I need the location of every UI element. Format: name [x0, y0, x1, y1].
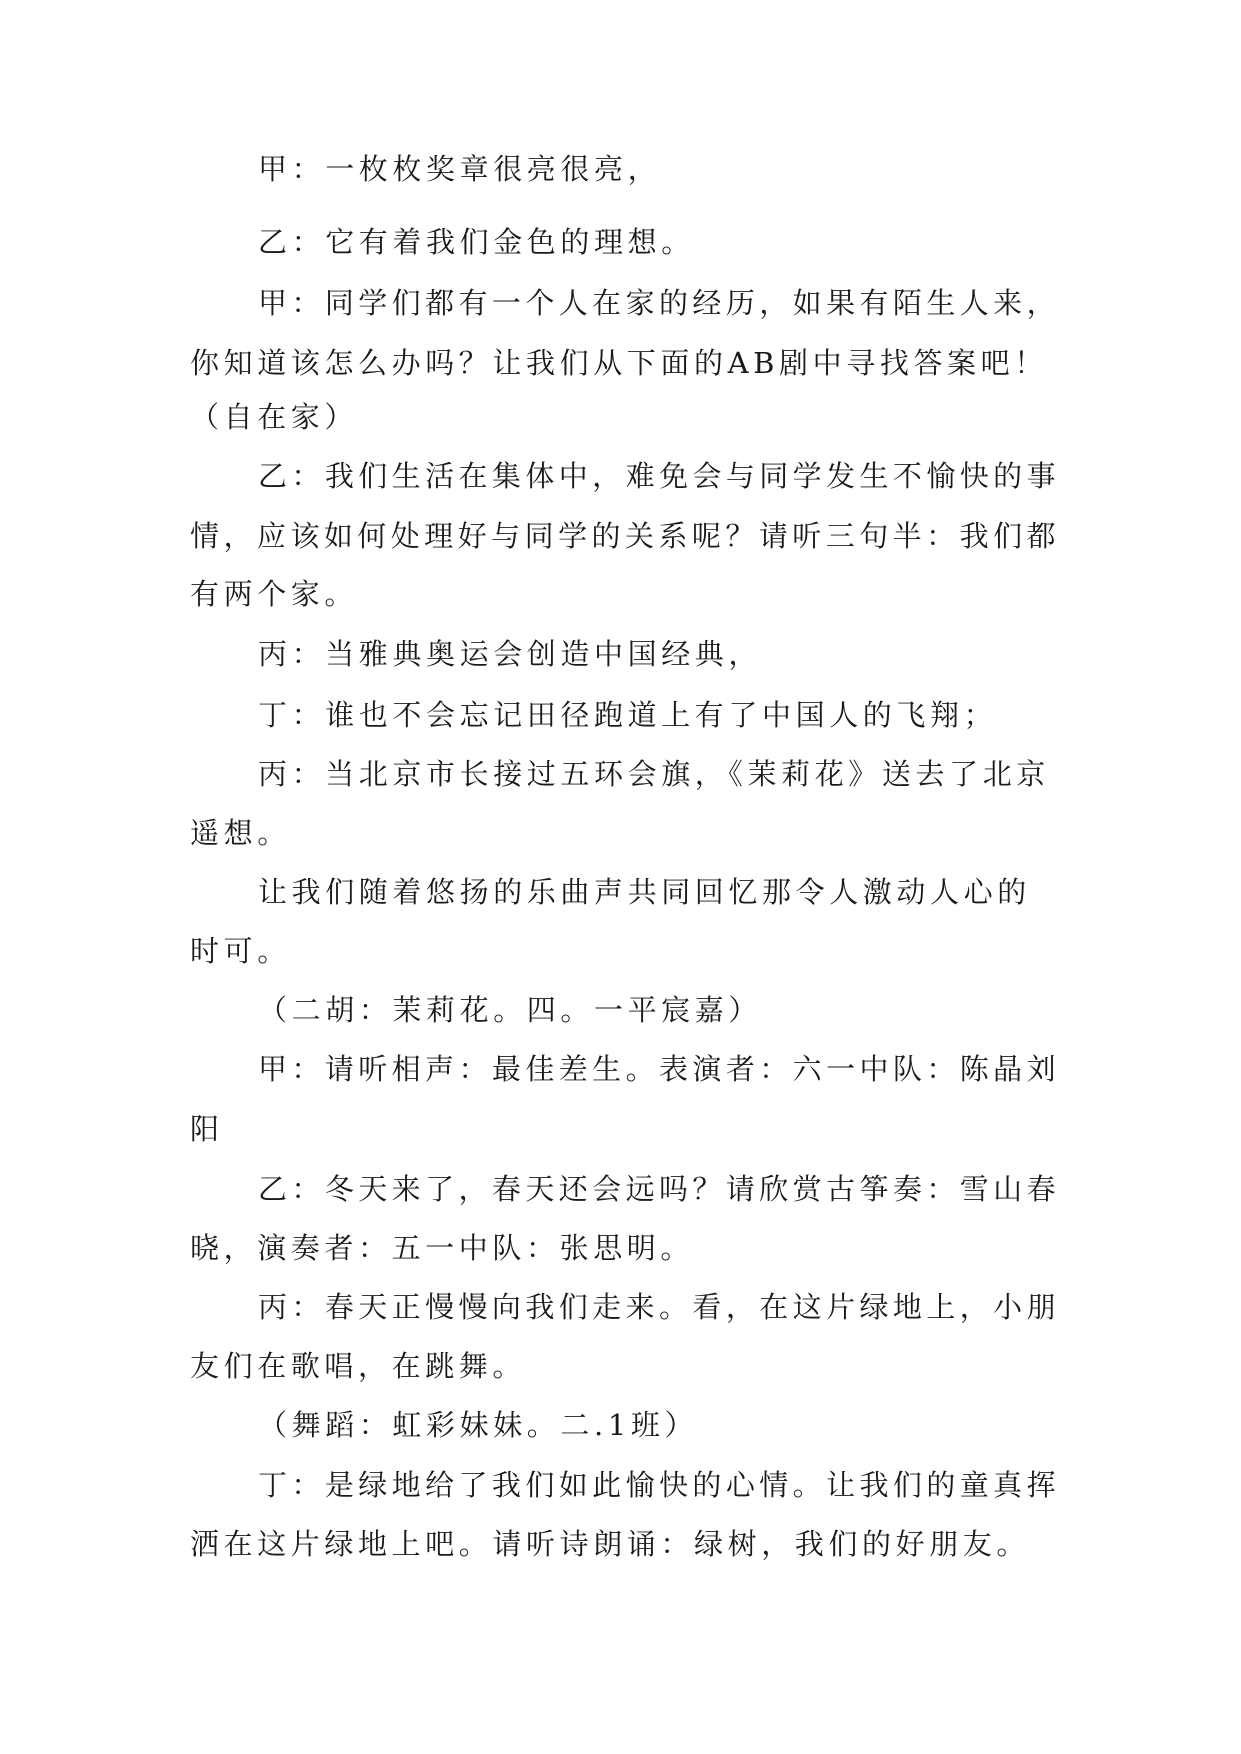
text-line: 丁：谁也不会忘记田径跑道上有了中国人的飞翔；: [258, 698, 998, 732]
text-line: 甲：同学们都有一个人在家的经历，如果有陌生人来，: [258, 286, 1060, 320]
text-line: 甲：请听相声：最佳差生。表演者：六一中队：陈晶刘: [258, 1052, 1060, 1086]
text-line: 丙：春天正慢慢向我们走来。看，在这片绿地上，小朋: [258, 1290, 1060, 1324]
text-line: 遥想。: [190, 816, 291, 850]
text-line: 丙：当雅典奥运会创造中国经典，: [258, 637, 763, 671]
text-line: 时可。: [190, 934, 291, 968]
text-line: （二胡：茉莉花。四。一平宸嘉）: [258, 993, 763, 1027]
text-line: 乙：它有着我们金色的理想。: [258, 225, 695, 259]
text-line: 乙：我们生活在集体中，难免会与同学发生不愉快的事: [258, 459, 1060, 493]
text-line: 情，应该如何处理好与同学的关系呢？请听三句半：我们都: [190, 519, 1060, 553]
text-line: 晓，演奏者：五一中队：张思明。: [190, 1231, 695, 1265]
text-line: 丙：当北京市长接过五环会旗，《茉莉花》送去了北京: [258, 757, 1050, 791]
text-line: 阳: [190, 1112, 224, 1146]
text-line: （自在家）: [190, 400, 359, 434]
text-line: 丁：是绿地给了我们如此愉快的心情。让我们的童真挥: [258, 1468, 1060, 1502]
text-line: 甲：一枚枚奖章很亮很亮，: [258, 152, 662, 186]
text-line: 洒在这片绿地上吧。请听诗朗诵：绿树，我们的好朋友。: [190, 1527, 1031, 1561]
text-line: 友们在歌唱，在跳舞。: [190, 1349, 527, 1383]
text-line: 乙：冬天来了，春天还会远吗？请欣赏古筝奏：雪山春: [258, 1172, 1060, 1206]
text-line: （舞蹈：虹彩妹妹。二.1班）: [258, 1408, 699, 1442]
text-line: 让我们随着悠扬的乐曲声共同回忆那令人激动人心的: [258, 875, 1031, 909]
text-line: 你知道该怎么办吗？让我们从下面的AB剧中寻找答案吧！: [190, 346, 1048, 380]
text-line: 有两个家。: [190, 577, 359, 611]
